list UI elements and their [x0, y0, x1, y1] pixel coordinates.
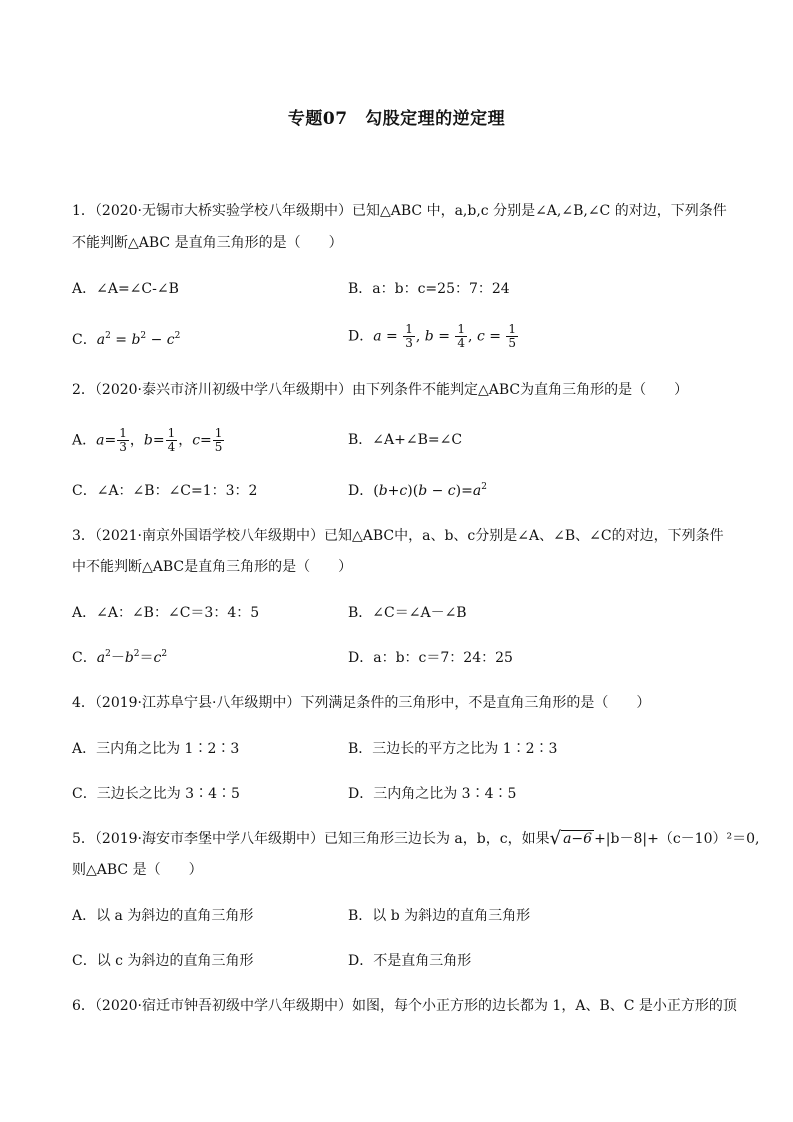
q3-option-d: D．a：b：c＝7：24：25 — [348, 650, 513, 666]
q5-stem-line1 — [72, 829, 759, 849]
q5-option-c: C．以 c 为斜边的直角三角形 — [72, 953, 254, 969]
fraction: $\frac{1}{5}$ — [214, 426, 223, 454]
square-root: √ a−6 — [549, 828, 593, 849]
q3-option-c-prefix: C． — [72, 650, 97, 666]
q5-stem-line2: 则△ABC 是（ ） — [72, 862, 203, 878]
q3-option-c: C．$a^2-b^2=c^2$ — [72, 649, 168, 666]
q3-stem-line2: 中不能判断△ABC是直角三角形的是（ ） — [72, 559, 353, 575]
q4-option-d: D．三内角之比为 3∶4∶5 — [348, 786, 517, 802]
q1-option-c: C．$a^2 = b^2 - c^2$ — [72, 331, 181, 348]
q5-option-d: D．不是直角三角形 — [348, 953, 472, 969]
q1-option-d-prefix: D． — [348, 328, 374, 345]
q3-stem-line1: 3．（2021·南京外国语学校八年级期中）已知△ABC中，a、b、c分别是∠A、∠B、∠C的对边，下列条件 — [72, 528, 724, 544]
q5-option-b: B．以 b 为斜边的直角三角形 — [348, 908, 531, 924]
fraction: $\frac{1}{3}$ — [119, 426, 127, 454]
q2-option-b: B．∠A+∠B=∠C — [348, 432, 463, 448]
page-title: 专题07 勾股定理的逆定理 — [287, 109, 506, 129]
q2-option-d-prefix: D． — [348, 483, 374, 499]
q2-option-a: A．a= $\frac{1}{3}$ ，b= $\frac{1}{4}$ ，c= $\frac{1}{5}$ — [72, 426, 223, 454]
fraction: $\frac{1}{4}$ — [167, 426, 176, 454]
fraction: $\frac{1}{3}$ — [405, 322, 413, 350]
q2-stem-line1: 2．（2020·泰兴市济川初级中学八年级期中）由下列条件不能判定△ABC为直角三角形的是（ ） — [72, 382, 689, 398]
q4-stem-line1: 4．（2019·江苏阜宁县·八年级期中）下列满足条件的三角形中，不是直角三角形的是（ ） — [72, 695, 651, 711]
q5-option-a: A．以 a 为斜边的直角三角形 — [72, 908, 254, 924]
q4-option-b: B．三边长的平方之比为 1∶2∶3 — [348, 741, 558, 757]
q2-option-c: C．∠A：∠B：∠C=1：3：2 — [72, 483, 258, 499]
q1-option-a: A．∠A=∠C-∠B — [72, 281, 179, 297]
q2-option-d: D．$(b+c)(b - c)=a^2$ — [348, 482, 487, 499]
q6-stem-line1: 6．（2020·宿迁市钟吾初级中学八年级期中）如图，每个小正方形的边长都为 1，A、B、C 是小正方形的顶 — [72, 998, 737, 1014]
fraction: $\frac{1}{5}$ — [508, 322, 517, 350]
q1-stem-line1: 1．（2020·无锡市大桥实验学校八年级期中）已知△ABC 中，a,b,c 分别是∠A,∠B,∠C 的对边，下列条件 — [72, 203, 727, 219]
q4-option-a: A．三内角之比为 1∶2∶3 — [72, 741, 240, 757]
q3-option-b: B．∠C＝∠A－∠B — [348, 605, 467, 621]
q2-option-a-prefix: A． — [72, 432, 97, 449]
q1-option-c-prefix: C． — [72, 332, 97, 348]
q1-stem-line2: 不能判断△ABC 是直角三角形的是（ ） — [72, 235, 343, 251]
q1-option-b: B．a：b：c=25：7：24 — [348, 281, 510, 297]
q5-stem-suffix: +|b－8|+（c－10）²＝0, — [594, 831, 760, 847]
q1-option-d: D．a = $\frac{1}{3}$ , b = $\frac{1}{4}$ , c = $\frac{1}{5}$ — [348, 322, 517, 350]
q5-stem-prefix: 5．（2019·海安市李堡中学八年级期中）已知三角形三边长为 a，b，c，如果 — [72, 831, 550, 847]
q3-option-a: A．∠A：∠B：∠C＝3：4：5 — [72, 605, 260, 621]
fraction: $\frac{1}{4}$ — [457, 322, 466, 350]
q4-option-c: C．三边长之比为 3∶4∶5 — [72, 786, 240, 802]
